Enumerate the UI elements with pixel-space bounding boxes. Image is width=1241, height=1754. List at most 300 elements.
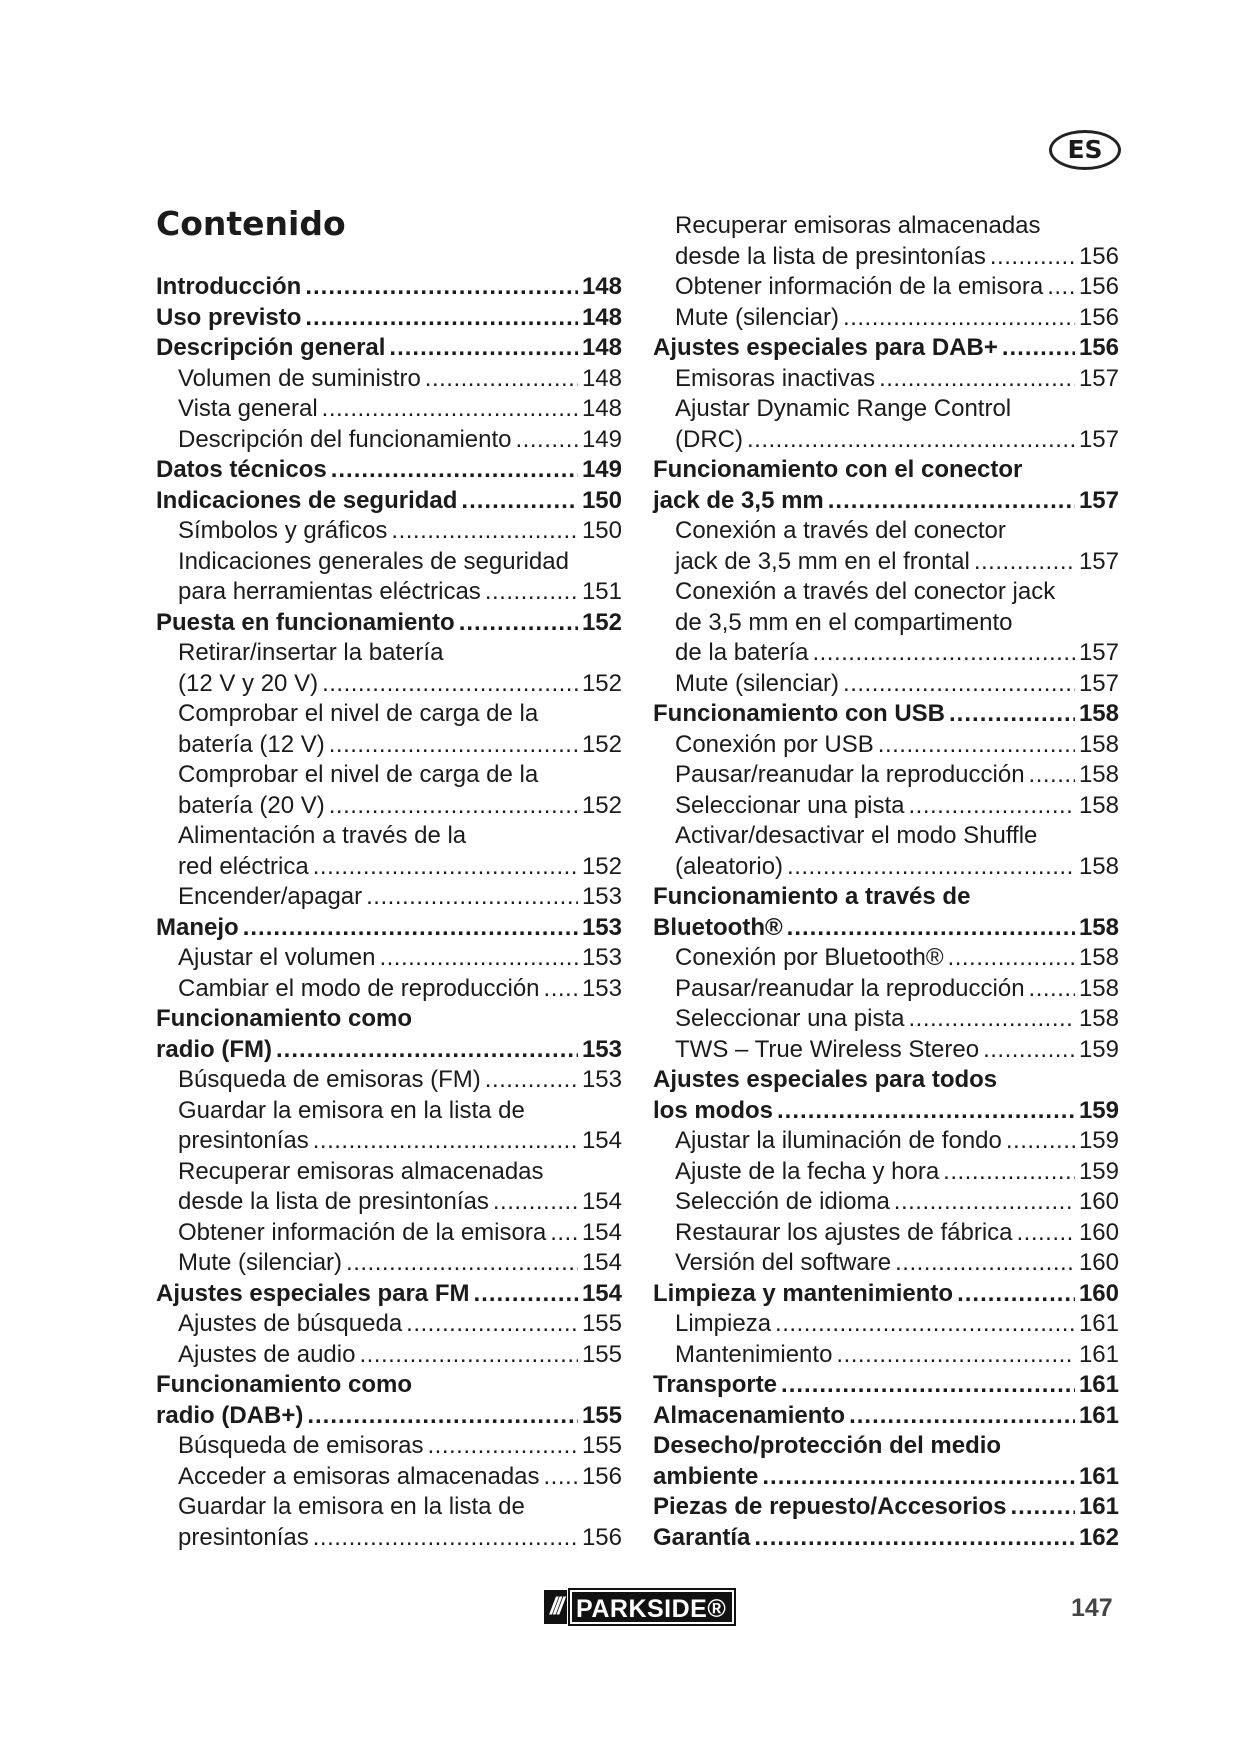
toc-section-entry: [156, 608, 622, 639]
toc-entry-title: Descripción del funcionamiento: [178, 425, 512, 453]
toc-entry-page: 156: [1078, 242, 1119, 270]
toc-entry-title: Símbolos y gráficos: [178, 517, 388, 544]
dot-leader: [313, 1523, 578, 1554]
toc-subsection-entry: [156, 1157, 622, 1188]
toc-entry-title: Indicaciones generales de seguridad: [178, 547, 569, 575]
toc-entry-title: Ajustes de búsqueda: [178, 1310, 403, 1337]
toc-entry-page: 152: [581, 608, 622, 636]
toc-entry-title: Ajustes especiales para FM: [156, 1279, 470, 1307]
toc-section-entry: [653, 1065, 1119, 1096]
toc-entry-title: Introducción: [156, 273, 302, 300]
toc-section-entry: [653, 1492, 1119, 1523]
toc-entry-page: 161: [1078, 1310, 1119, 1337]
toc-entry-title: Guardar la emisora en la lista de: [178, 1493, 525, 1520]
dot-leader: [425, 364, 578, 395]
dot-leader: [379, 943, 578, 974]
dot-leader: [331, 455, 578, 486]
toc-entry-title: Uso previsto: [156, 303, 302, 331]
toc-entry-page: 154: [581, 1127, 622, 1154]
toc-section-entry: [156, 303, 622, 334]
toc-entry-page: 149: [581, 425, 622, 453]
toc-section-entry: [156, 455, 622, 486]
toc-subsection-entry: [653, 425, 1119, 456]
dot-leader: [781, 1370, 1075, 1401]
toc-section-entry: [653, 486, 1119, 517]
toc-entry-title: Ajustes especiales para DAB+: [653, 334, 998, 361]
toc-entry-page: 161: [1078, 1371, 1119, 1398]
toc-entry-title: Volumen de suministro: [178, 364, 421, 392]
toc-entry-page: 161: [1078, 1401, 1119, 1429]
dot-leader: [849, 1401, 1075, 1432]
toc-entry-title: Ajustar el volumen: [178, 944, 376, 971]
dot-leader: [943, 1157, 1075, 1188]
toc-subsection-entry: [653, 760, 1119, 791]
toc-entry-page: 154: [581, 1279, 622, 1307]
toc-subsection-entry: [653, 821, 1119, 852]
toc-entry-page: 156: [581, 1462, 622, 1490]
toc-entry-page: 155: [581, 1401, 622, 1429]
toc-entry-page: 153: [581, 974, 622, 1002]
toc-subsection-entry: [156, 821, 622, 852]
toc-entry-title: Comprobar el nivel de carga de la: [178, 761, 539, 788]
dot-leader: [346, 1248, 578, 1279]
toc-subsection-entry: [653, 577, 1119, 608]
dot-leader: [427, 1431, 577, 1462]
dot-leader: [957, 1279, 1075, 1310]
toc-entry-title: presintonías: [178, 1523, 309, 1551]
toc-entry-title: (12 V y 20 V): [178, 669, 319, 697]
dot-leader: [843, 303, 1075, 334]
dot-leader: [459, 608, 578, 639]
toc-subsection-entry: [653, 608, 1119, 639]
toc-entry-title: Guardar la emisora en la lista de: [178, 1096, 525, 1124]
toc-entry-title: Alimentación a través de la: [178, 822, 467, 849]
toc-entry-page: 157: [1078, 364, 1119, 392]
toc-subsection-entry: [653, 974, 1119, 1005]
dot-leader: [787, 852, 1075, 883]
toc-entry-title: Cambiar el modo de reproducción: [178, 974, 540, 1002]
toc-entry-title: Ajuste de la fecha y hora: [675, 1157, 940, 1185]
toc-entry-page: 158: [1078, 913, 1119, 941]
dot-leader: [276, 1035, 578, 1066]
toc-entry-title: Conexión a través del conector: [675, 517, 1006, 544]
toc-entry-title: Puesta en funcionamiento: [156, 608, 455, 636]
toc-entry-title: (aleatorio): [675, 852, 784, 880]
toc-entry-page: 152: [581, 791, 622, 819]
toc-subsection-entry: [156, 1462, 622, 1493]
dot-leader: [1002, 333, 1075, 364]
toc-entry-page: 152: [581, 852, 622, 880]
dot-leader: [485, 577, 578, 608]
toc-entry-title: Pausar/reanudar la reproducción: [675, 761, 1025, 788]
toc-entry-title: Selección de idioma: [675, 1188, 890, 1215]
toc-entry-title: jack de 3,5 mm en el frontal: [675, 547, 970, 575]
toc-entry-page: 150: [581, 486, 622, 514]
toc-entry-page: 151: [581, 578, 622, 605]
toc-entry-title: Datos técnicos: [156, 456, 327, 483]
toc-entry-page: 148: [581, 334, 622, 361]
toc-subsection-entry: [653, 272, 1119, 303]
dot-leader: [305, 303, 578, 334]
toc-entry-page: 153: [581, 1035, 622, 1063]
dot-leader: [391, 516, 578, 547]
dot-leader: [762, 1462, 1075, 1493]
toc-section-entry: [156, 1279, 622, 1310]
toc-subsection-entry: [156, 364, 622, 395]
toc-entry-title: Descripción general: [156, 334, 386, 361]
toc-entry-title: Piezas de repuesto/Accesorios: [653, 1493, 1007, 1520]
toc-entry-title: Mute (silenciar): [675, 303, 840, 331]
parkside-logo: [544, 1590, 734, 1624]
dot-leader: [329, 730, 578, 761]
dot-leader: [836, 1340, 1075, 1371]
toc-entry-page: 157: [1078, 639, 1119, 666]
toc-entry-title: TWS – True Wireless Stereo: [675, 1035, 980, 1063]
dot-leader: [516, 425, 578, 456]
dot-leader: [754, 1523, 1075, 1554]
dot-leader: [473, 1279, 577, 1310]
toc-entry-page: 157: [1078, 547, 1119, 575]
toc-entry-page: 158: [1078, 791, 1119, 819]
toc-entry-title: Limpieza: [675, 1310, 772, 1337]
toc-entry-title: Obtener información de la emisora: [675, 273, 1044, 300]
toc-section-entry: [156, 1370, 622, 1401]
toc-entry-page: 158: [1078, 1005, 1119, 1032]
toc-subsection-entry: [156, 1096, 622, 1127]
toc-subsection-entry: [156, 974, 622, 1005]
toc-entry-title: Desecho/protección del medio: [653, 1432, 1002, 1459]
toc-subsection-entry: [653, 1157, 1119, 1188]
toc-subsection-entry: [156, 730, 622, 761]
toc-entry-title: radio (DAB+): [156, 1401, 304, 1429]
toc-subsection-entry: [156, 638, 622, 669]
toc-entry-title: Conexión a través del conector jack: [675, 578, 1056, 605]
toc-entry-title: de la batería: [675, 639, 809, 666]
toc-subsection-entry: [653, 364, 1119, 395]
toc-entry-page: 159: [1078, 1157, 1119, 1185]
toc-subsection-entry: [156, 1248, 622, 1279]
toc-subsection-entry: [653, 394, 1119, 425]
toc-entry-page: 152: [581, 669, 622, 697]
dot-leader: [990, 242, 1075, 273]
toc-entry-page: 148: [581, 364, 622, 392]
toc-subsection-entry: [653, 1035, 1119, 1066]
toc-entry-page: 153: [581, 944, 622, 971]
toc-subsection-entry: [653, 242, 1119, 273]
toc-entry-title: Seleccionar una pista: [675, 791, 905, 819]
toc-section-entry: [653, 455, 1119, 486]
toc-entry-title: Conexión por Bluetooth®: [675, 944, 944, 971]
logo-brand-name: PARKSIDE®: [570, 1590, 734, 1624]
dot-leader: [406, 1309, 578, 1340]
dot-leader: [389, 333, 578, 364]
toc-entry-title: Ajustes especiales para todos: [653, 1066, 998, 1093]
toc-entry-page: 160: [1078, 1279, 1119, 1307]
toc-entry-title: Funcionamiento como: [156, 1005, 413, 1032]
toc-column-left: [156, 272, 622, 1553]
toc-entry-page: 153: [581, 1066, 622, 1093]
toc-entry-title: Ajustar Dynamic Range Control: [675, 395, 1012, 422]
toc-section-entry: [156, 913, 622, 944]
dot-leader: [493, 1187, 578, 1218]
toc-subsection-entry: [653, 791, 1119, 822]
toc-subsection-entry: [156, 1065, 622, 1096]
dot-leader: [894, 1187, 1075, 1218]
toc-entry-page: 160: [1078, 1218, 1119, 1246]
toc-entry-title: Comprobar el nivel de carga de la: [178, 700, 539, 727]
toc-subsection-entry: [653, 1004, 1119, 1035]
toc-entry-page: 156: [581, 1523, 622, 1551]
toc-entry-page: 158: [1078, 974, 1119, 1002]
dot-leader: [1006, 1126, 1075, 1157]
toc-subsection-entry: [653, 638, 1119, 669]
toc-entry-page: 159: [1078, 1096, 1119, 1124]
dot-leader: [307, 1401, 578, 1432]
toc-entry-title: red eléctrica: [178, 852, 309, 880]
toc-entry-page: 150: [581, 517, 622, 544]
toc-entry-title: batería (12 V): [178, 730, 325, 758]
toc-entry-title: Ajustar la iluminación de fondo: [675, 1127, 1002, 1154]
dot-leader: [908, 791, 1074, 822]
dot-leader: [485, 1065, 578, 1096]
toc-subsection-entry: [653, 852, 1119, 883]
toc-subsection-entry: [156, 1523, 622, 1554]
toc-entry-title: para herramientas eléctricas: [178, 578, 481, 605]
dot-leader: [329, 791, 578, 822]
toc-subsection-entry: [653, 516, 1119, 547]
toc-section-entry: [653, 913, 1119, 944]
toc-subsection-entry: [156, 882, 622, 913]
toc-subsection-entry: [156, 394, 622, 425]
toc-entry-page: 162: [1078, 1523, 1119, 1551]
toc-subsection-entry: [156, 1340, 622, 1371]
toc-entry-title: Bluetooth®: [653, 913, 783, 941]
toc-subsection-entry: [156, 1187, 622, 1218]
toc-entry-page: 154: [581, 1249, 622, 1276]
dot-leader: [1029, 974, 1075, 1005]
toc-entry-title: Acceder a emisoras almacenadas: [178, 1462, 540, 1490]
dot-leader: [243, 913, 578, 944]
toc-entry-page: 153: [581, 913, 622, 941]
dot-leader: [828, 486, 1075, 517]
toc-subsection-entry: [156, 791, 622, 822]
toc-entry-title: Funcionamiento con el conector: [653, 456, 1023, 483]
toc-entry-title: Encender/apagar: [178, 883, 363, 910]
toc-entry-page: 157: [1078, 486, 1119, 514]
dot-leader: [313, 1126, 578, 1157]
dot-leader: [544, 974, 578, 1005]
toc-entry-title: Recuperar emisoras almacenadas: [178, 1157, 544, 1185]
toc-entry-page: 161: [1078, 1340, 1119, 1368]
page-number: 147: [1071, 1594, 1113, 1622]
language-badge: ES: [1049, 130, 1121, 170]
toc-entry-page: 156: [1078, 334, 1119, 361]
toc-entry-title: Ajustes de audio: [178, 1340, 356, 1368]
toc-entry-title: Conexión por USB: [675, 730, 874, 758]
toc-entry-title: Emisoras inactivas: [675, 364, 876, 392]
toc-entry-title: Mute (silenciar): [675, 669, 840, 697]
toc-entry-page: 148: [581, 303, 622, 331]
toc-section-entry: [156, 1004, 622, 1035]
toc-subsection-entry: [156, 943, 622, 974]
dot-leader: [322, 394, 578, 425]
toc-section-entry: [156, 1401, 622, 1432]
toc-section-entry: [653, 1523, 1119, 1554]
toc-entry-title: Limpieza y mantenimiento: [653, 1279, 954, 1307]
toc-entry-title: los modos: [653, 1096, 774, 1124]
toc-subsection-entry: [156, 1309, 622, 1340]
toc-entry-page: 154: [581, 1218, 622, 1246]
toc-entry-page: 155: [581, 1310, 622, 1337]
toc-entry-page: 152: [581, 730, 622, 758]
toc-subsection-entry: [653, 1340, 1119, 1371]
toc-subsection-entry: [156, 1218, 622, 1249]
dot-leader: [322, 669, 578, 700]
dot-leader: [775, 1309, 1075, 1340]
toc-subsection-entry: [653, 547, 1119, 578]
toc-entry-page: 159: [1078, 1127, 1119, 1154]
toc-entry-page: 155: [581, 1340, 622, 1368]
toc-subsection-entry: [653, 943, 1119, 974]
toc-subsection-entry: [653, 1309, 1119, 1340]
toc-section-entry: [156, 1035, 622, 1066]
toc-subsection-entry: [156, 1492, 622, 1523]
toc-column-right: [653, 211, 1119, 1553]
toc-entry-title: batería (20 V): [178, 791, 325, 819]
toc-entry-title: Almacenamiento: [653, 1401, 846, 1429]
toc-section-entry: [653, 1431, 1119, 1462]
toc-entry-page: 160: [1078, 1249, 1119, 1276]
toc-section-entry: [653, 1401, 1119, 1432]
dot-leader: [313, 852, 578, 883]
toc-entry-page: 156: [1078, 273, 1119, 300]
toc-entry-title: Pausar/reanudar la reproducción: [675, 974, 1025, 1002]
toc-entry-title: Garantía: [653, 1523, 751, 1551]
dot-leader: [879, 364, 1075, 395]
toc-section-entry: [156, 486, 622, 517]
dot-leader: [777, 1096, 1075, 1127]
logo-slashes-icon: ///: [544, 1590, 567, 1624]
toc-section-entry: [156, 272, 622, 303]
toc-entry-title: Funcionamiento como: [156, 1371, 413, 1398]
toc-subsection-entry: [653, 1187, 1119, 1218]
toc-subsection-entry: [156, 425, 622, 456]
dot-leader: [843, 669, 1075, 700]
dot-leader: [1017, 1218, 1075, 1249]
toc-entry-title: desde la lista de presintonías: [675, 242, 986, 270]
toc-entry-page: 158: [1078, 700, 1119, 727]
toc-entry-title: Mute (silenciar): [178, 1249, 343, 1276]
toc-entry-title: Manejo: [156, 913, 239, 941]
dot-leader: [878, 730, 1075, 761]
toc-section-entry: [653, 699, 1119, 730]
toc-entry-page: 148: [581, 273, 622, 300]
toc-entry-title: Obtener información de la emisora: [178, 1218, 547, 1246]
dot-leader: [787, 913, 1075, 944]
toc-entry-title: Restaurar los ajustes de fábrica: [675, 1218, 1013, 1246]
dot-leader: [305, 272, 578, 303]
toc-entry-page: 158: [1078, 761, 1119, 788]
toc-subsection-entry: [653, 730, 1119, 761]
toc-subsection-entry: [156, 669, 622, 700]
toc-entry-page: 157: [1078, 669, 1119, 697]
toc-entry-title: (DRC): [675, 425, 743, 453]
toc-subsection-entry: [156, 547, 622, 578]
toc-section-entry: [653, 1279, 1119, 1310]
toc-entry-title: Seleccionar una pista: [675, 1005, 905, 1032]
toc-entry-title: presintonías: [178, 1127, 309, 1154]
toc-entry-title: radio (FM): [156, 1035, 272, 1063]
toc-entry-title: Mantenimiento: [675, 1340, 833, 1368]
toc-subsection-entry: [653, 669, 1119, 700]
toc-section-entry: [653, 1370, 1119, 1401]
page-title: Contenido: [156, 204, 346, 243]
dot-leader: [461, 486, 578, 517]
dot-leader: [544, 1462, 578, 1493]
toc-entry-title: jack de 3,5 mm: [653, 486, 824, 514]
toc-subsection-entry: [653, 303, 1119, 334]
toc-section-entry: [156, 333, 622, 364]
toc-subsection-entry: [156, 760, 622, 791]
toc-entry-title: Funcionamiento con USB: [653, 700, 946, 727]
toc-entry-page: 160: [1078, 1188, 1119, 1215]
dot-leader: [359, 1340, 577, 1371]
toc-entry-title: Transporte: [653, 1371, 778, 1398]
dot-leader: [908, 1004, 1074, 1035]
toc-subsection-entry: [156, 1126, 622, 1157]
dot-leader: [895, 1248, 1075, 1279]
dot-leader: [1010, 1492, 1074, 1523]
toc-section-entry: [653, 1096, 1119, 1127]
toc-entry-title: ambiente: [653, 1462, 759, 1490]
toc-entry-page: 154: [581, 1188, 622, 1215]
dot-leader: [1047, 272, 1075, 303]
toc-entry-page: 158: [1078, 852, 1119, 880]
toc-entry-title: Versión del software: [675, 1249, 892, 1276]
toc-entry-title: desde la lista de presintonías: [178, 1188, 489, 1215]
toc-subsection-entry: [156, 699, 622, 730]
toc-entry-title: Búsqueda de emisoras: [178, 1432, 424, 1459]
toc-subsection-entry: [653, 211, 1119, 242]
dot-leader: [747, 425, 1075, 456]
toc-entry-page: 155: [581, 1432, 622, 1459]
toc-entry-title: Recuperar emisoras almacenadas: [675, 212, 1041, 239]
toc-entry-page: 153: [581, 883, 622, 910]
toc-entry-page: 157: [1078, 425, 1119, 453]
dot-leader: [983, 1035, 1075, 1066]
toc-subsection-entry: [653, 1126, 1119, 1157]
toc-section-entry: [653, 882, 1119, 913]
toc-entry-page: 148: [581, 395, 622, 422]
dot-leader: [812, 638, 1075, 669]
toc-subsection-entry: [156, 516, 622, 547]
dot-leader: [1029, 760, 1075, 791]
toc-subsection-entry: [156, 577, 622, 608]
dot-leader: [550, 1218, 578, 1249]
toc-section-entry: [653, 1462, 1119, 1493]
toc-entry-title: Activar/desactivar el modo Shuffle: [675, 822, 1038, 849]
toc-entry-page: 161: [1078, 1493, 1119, 1520]
dot-leader: [974, 547, 1075, 578]
toc-entry-title: de 3,5 mm en el compartimento: [675, 608, 1013, 636]
toc-entry-page: 158: [1078, 944, 1119, 971]
dot-leader: [948, 943, 1075, 974]
toc-entry-title: Vista general: [178, 395, 318, 422]
toc-entry-page: 159: [1078, 1035, 1119, 1063]
toc-subsection-entry: [653, 1218, 1119, 1249]
toc-subsection-entry: [156, 1431, 622, 1462]
toc-entry-title: Retirar/insertar la batería: [178, 639, 444, 666]
